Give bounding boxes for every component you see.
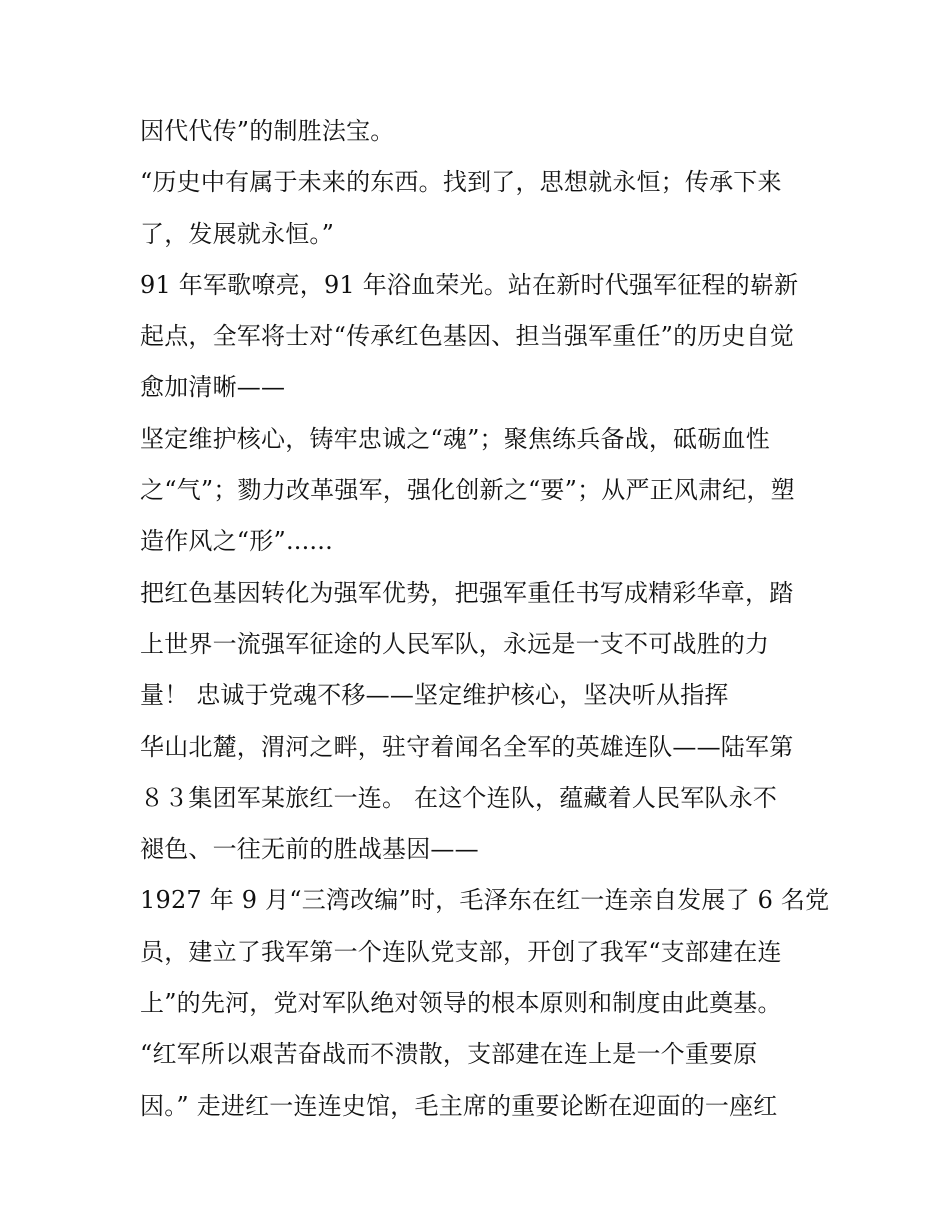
text-line: 1927 年 9 月“三湾改编”时，毛泽东在红一连亲自发展了 6 名党: [140, 886, 830, 915]
text-line: 坚定维护核心，铸牢忠诚之“魂”；聚焦练兵备战，砥砺血性: [140, 424, 770, 453]
document-body: [140, 106, 830, 1132]
text-line: 员，建立了我军第一个连队党支部，开创了我军“支部建在连: [140, 937, 782, 966]
text-line: 了，发展就永恒。”: [140, 219, 335, 248]
text-line: 华山北麓，渭河之畔，驻守着闻名全军的英雄连队——陆军第: [140, 732, 794, 761]
text-line: 因代代传”的制胜法宝。: [140, 117, 395, 145]
text-line: 量！ 忠诚于党魂不移——坚定维护核心，坚决听从指挥: [140, 681, 729, 710]
text-line: “红军所以艰苦奋战而不溃散，支部建在连上是一个重要原: [140, 1040, 758, 1069]
text-line: 愈加清晰——: [140, 373, 286, 402]
text-line: ８３集团军某旅红一连。 在这个连队，蕴藏着人民军队永不: [140, 783, 778, 812]
text-line: 91 年军歌嘹亮，91 年浴血荣光。站在新时代强军征程的崭新: [140, 270, 799, 299]
text-line: 把红色基因转化为强军优势，把强军重任书写成精彩华章，踏: [140, 578, 794, 607]
text-line: 因。” 走进红一连连史馆，毛主席的重要论断在迎面的一座红: [140, 1091, 778, 1120]
text-line: 褪色、一往无前的胜战基因——: [140, 835, 479, 864]
text-line: “历史中有属于未来的东西。找到了，思想就永恒；传承下来: [140, 168, 782, 197]
text-line: 起点，全军将士对“传承红色基因、担当强军重任”的历史自觉: [140, 322, 795, 351]
text-line: 之“气”；勠力改革强军，强化创新之“要”；从严正风肃纪，塑: [140, 476, 795, 505]
text-line: 上世界一流强军征途的人民军队，永远是一支不可战胜的力: [140, 629, 770, 658]
text-line: 造作风之“形”......: [140, 527, 333, 556]
text-line: 上”的先河，党对军队绝对领导的根本原则和制度由此奠基。: [140, 989, 782, 1018]
